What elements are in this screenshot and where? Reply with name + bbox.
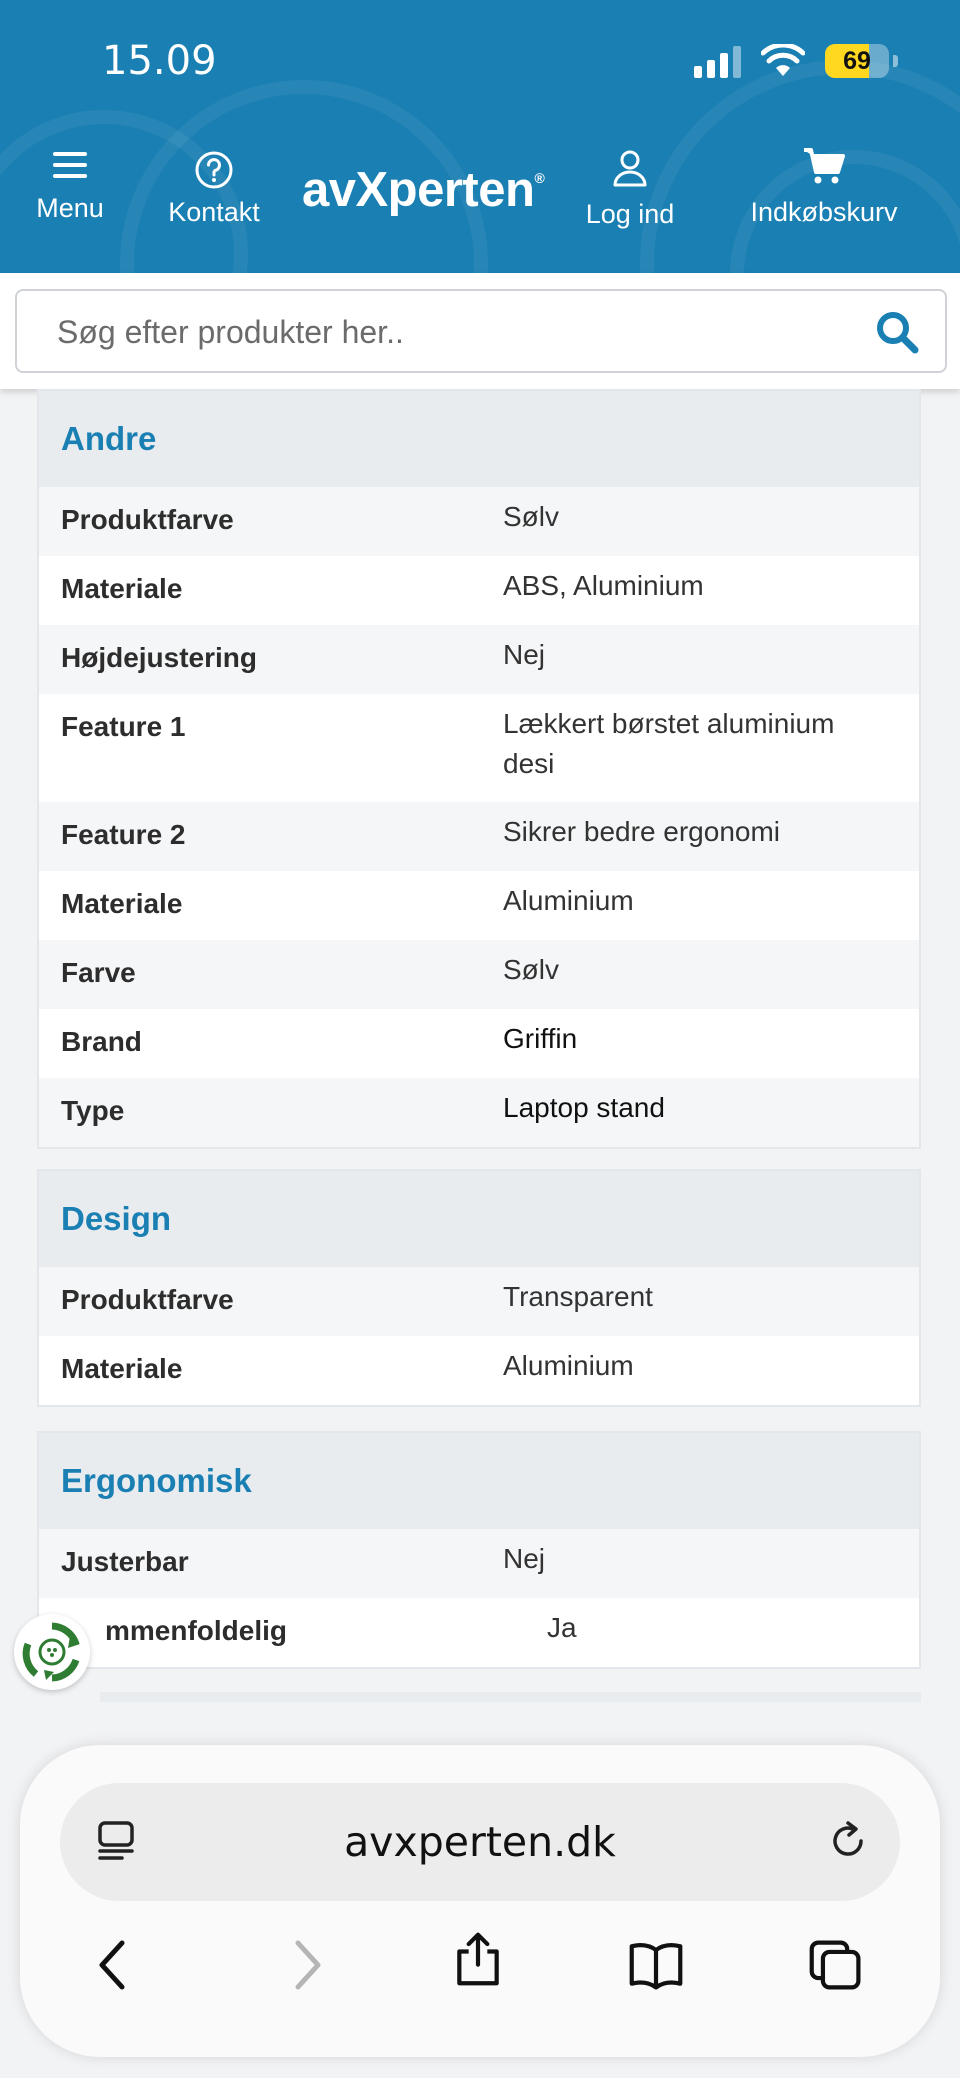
spec-value: Sikrer bedre ergonomi xyxy=(503,816,781,847)
spec-table xyxy=(39,487,919,1147)
table-row xyxy=(39,1009,919,1078)
tabs-icon[interactable] xyxy=(808,1937,864,1993)
table-row xyxy=(39,1267,919,1336)
site-logo[interactable] xyxy=(302,162,544,218)
status-icons xyxy=(694,44,898,78)
table-row xyxy=(39,1598,919,1667)
table-row xyxy=(39,1078,919,1147)
cart-label: Indkøbskurv xyxy=(750,197,898,227)
spec-value: ABS, Aluminium xyxy=(503,570,704,601)
spec-key: Materiale xyxy=(61,888,183,919)
table-row xyxy=(39,556,919,625)
spec-value: Lækkert børstet aluminium desi xyxy=(503,708,835,779)
spec-table xyxy=(39,1529,919,1667)
table-row xyxy=(39,1529,919,1598)
back-icon[interactable] xyxy=(86,1937,142,1993)
battery-icon xyxy=(825,44,889,78)
spec-key: Type xyxy=(61,1095,125,1126)
shopping-cart-icon xyxy=(802,146,846,186)
spec-table xyxy=(39,1267,919,1405)
table-row xyxy=(39,625,919,694)
table-row xyxy=(39,871,919,940)
spec-section-andre xyxy=(37,389,921,1149)
spec-value: Sølv xyxy=(503,501,559,532)
table-row xyxy=(39,940,919,1009)
table-row xyxy=(39,487,919,556)
contact-button[interactable] xyxy=(164,150,264,228)
cellular-signal-icon xyxy=(694,44,741,78)
spec-value: Nej xyxy=(503,639,546,670)
share-icon[interactable] xyxy=(450,1931,506,1987)
recycle-leaf-icon xyxy=(14,1614,90,1690)
url-text: avxperten.dk xyxy=(344,1818,616,1866)
spec-value: Transparent xyxy=(503,1281,653,1312)
status-time: 15.09 xyxy=(102,38,217,84)
logo-registered-mark: ® xyxy=(534,170,545,186)
user-icon xyxy=(611,148,649,188)
cart-button[interactable] xyxy=(744,146,904,228)
table-row xyxy=(39,802,919,871)
browser-toolbar xyxy=(20,1745,940,2057)
site-header xyxy=(0,0,960,273)
spec-section-design xyxy=(37,1169,921,1407)
spec-key: Højdejustering xyxy=(61,642,258,673)
spec-key: Brand xyxy=(61,1026,142,1057)
spec-section-ergonomisk xyxy=(37,1431,921,1669)
menu-label: Menu xyxy=(36,193,104,223)
spec-value: Sølv xyxy=(503,954,559,985)
spec-key: Farve xyxy=(61,957,136,988)
spec-key: mmenfoldelig xyxy=(105,1615,288,1646)
spec-key: Feature 1 xyxy=(61,711,186,742)
spec-key: Feature 2 xyxy=(61,819,186,850)
login-button[interactable] xyxy=(582,148,678,230)
forward-icon[interactable] xyxy=(278,1937,334,1993)
eco-badge-button[interactable] xyxy=(14,1614,90,1690)
spec-value: Ja xyxy=(547,1612,577,1643)
section-title: Ergonomisk xyxy=(39,1433,919,1529)
section-title: Design xyxy=(39,1171,919,1267)
table-row xyxy=(39,694,919,802)
spec-value: Griffin xyxy=(503,1023,578,1054)
menu-button[interactable] xyxy=(34,148,106,224)
login-label: Log ind xyxy=(585,199,675,229)
search-icon[interactable] xyxy=(875,310,919,354)
reload-icon[interactable] xyxy=(826,1819,870,1863)
search-input[interactable] xyxy=(55,291,839,373)
address-bar[interactable] xyxy=(60,1783,900,1901)
section-title: Andre xyxy=(39,391,919,487)
bookmarks-icon[interactable] xyxy=(628,1937,684,1993)
spec-key: Materiale xyxy=(61,573,183,604)
contact-label: Kontakt xyxy=(168,197,260,227)
logo-text: avXperten xyxy=(302,163,535,217)
spec-value: Aluminium xyxy=(503,1350,634,1381)
spec-key: Materiale xyxy=(61,1353,183,1384)
next-section-edge xyxy=(100,1692,921,1702)
spec-value: Nej xyxy=(503,1543,546,1574)
spec-key: Justerbar xyxy=(61,1546,189,1577)
spec-key: Produktfarve xyxy=(61,504,234,535)
search-bar xyxy=(0,273,960,389)
spec-value: Laptop stand xyxy=(503,1092,665,1123)
spec-key: Produktfarve xyxy=(61,1284,234,1315)
search-box xyxy=(15,289,947,373)
spec-value: Aluminium xyxy=(503,885,634,916)
hamburger-icon xyxy=(51,148,89,182)
table-row xyxy=(39,1336,919,1405)
battery-level: 69 xyxy=(843,47,871,75)
help-circle-icon xyxy=(194,150,234,190)
wifi-icon xyxy=(761,44,805,78)
